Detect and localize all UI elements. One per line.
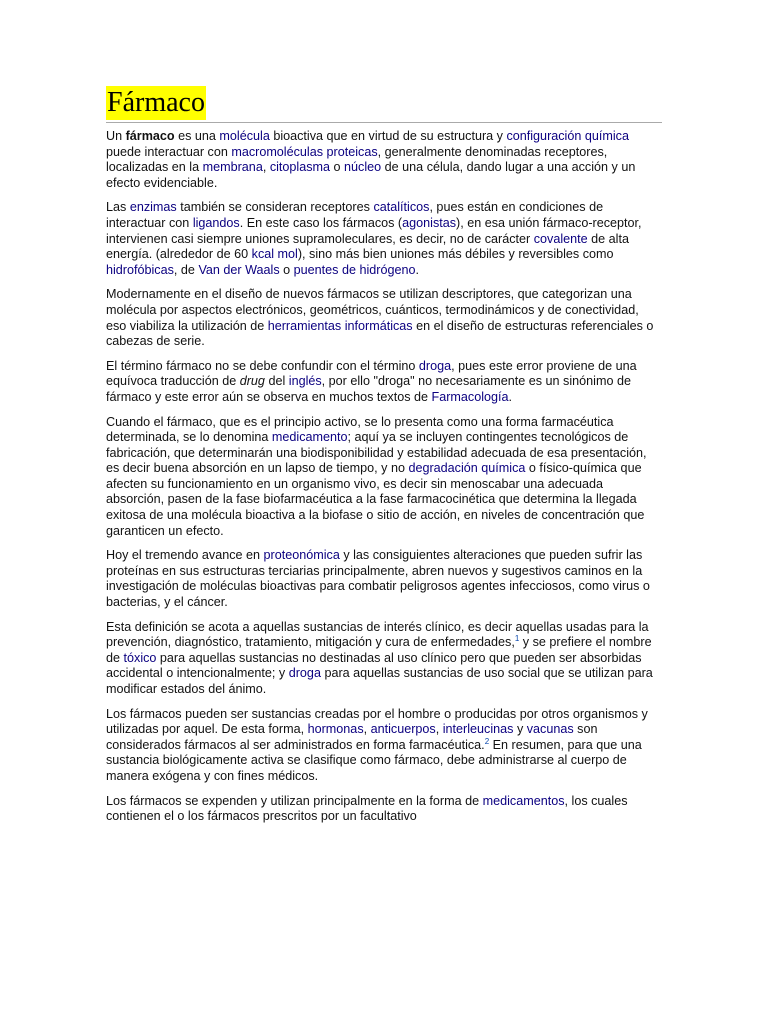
text-run: es una bbox=[174, 129, 220, 143]
text-run: Modernamente en el diseño de nuevos fármacos se utilizan descriptores, que categorizan una molécula por aspectos electrónicos, geométricos, cuánticos, termodinámicos y de conectividad, eso viabiliza la utilización de bbox=[106, 287, 639, 333]
text-run: Las bbox=[106, 200, 130, 215]
wiki-link[interactable]: degradación química bbox=[408, 461, 526, 476]
wiki-link[interactable]: macromoléculas proteicas bbox=[231, 144, 378, 159]
footnote-link[interactable]: 2 bbox=[484, 736, 490, 746]
paragraph bbox=[106, 200, 662, 278]
wiki-link[interactable]: puentes de hidrógeno bbox=[293, 262, 416, 277]
wiki-link[interactable]: medicamento bbox=[271, 430, 348, 445]
text-run: del bbox=[264, 374, 289, 389]
text-run: Hoy el tremendo avance en bbox=[106, 548, 264, 563]
text-run: para aquellas sustancias no destinadas al uso clínico pero que pueden ser absorbidas accidental o intencionalmente; y bbox=[106, 650, 642, 681]
text-run: El término fármaco no se debe confundir con el término bbox=[106, 358, 419, 373]
text-run: y se prefiere el nombre de bbox=[106, 635, 652, 665]
text-run: , pues este error proviene de una equívoca traducción de bbox=[106, 358, 637, 389]
paragraph bbox=[106, 707, 662, 785]
article-body bbox=[106, 129, 662, 825]
text-run: , bbox=[363, 722, 371, 737]
text-run: o bbox=[279, 262, 294, 277]
wiki-link[interactable]: membrana bbox=[202, 160, 263, 175]
text-run: de alta energía. (alrededor de 60 bbox=[106, 231, 629, 262]
wiki-link[interactable]: tóxico bbox=[123, 650, 157, 665]
paragraph bbox=[106, 794, 662, 825]
text-run: ), en esa unión fármaco-receptor, intervienen casi siempre uniones supramoleculares, es decir, no de carácter bbox=[106, 215, 642, 246]
text-run: . bbox=[415, 262, 419, 277]
text-run: y bbox=[513, 722, 527, 737]
wiki-link[interactable]: agonistas bbox=[402, 215, 457, 230]
footnote-link[interactable]: 1 bbox=[514, 634, 520, 644]
wiki-link[interactable]: hormonas bbox=[307, 722, 364, 737]
wiki-link[interactable]: anticuerpos bbox=[370, 722, 436, 737]
wiki-link[interactable]: medicamentos bbox=[482, 793, 565, 808]
text-run: Los fármacos pueden ser sustancias creadas por el hombre o producidas por otros organismos y utilizadas por aquel. De esta forma, bbox=[106, 706, 648, 737]
text-run: o físico-química que afecten su funcionamiento en un organismo vivo, es decir sin menoscabar una adecuada absorción, pasen de la fase biofarmacéutica a la fase farmacocinética que determina la llegada exitosa de una molécula bioactiva a la biofase o sitio de acción, en niveles de concentración que garanticen un efecto. bbox=[106, 461, 645, 538]
text-run: , por ello "droga" no necesariamente es un sinónimo de fármaco y este error aún se observa en muchos textos de bbox=[106, 374, 631, 404]
text-run: y las consiguientes alteraciones que pueden sufrir las proteínas en sus estructuras terciarias principalmente, abren nuevos y sugestivos caminos en la investigación de moléculas bioactivas para combatir peligrosos agentes infecciosos, como virus o bacterias, y el cáncer. bbox=[106, 548, 650, 610]
wiki-link[interactable]: proteonómica bbox=[263, 548, 340, 563]
bold-term: fármaco bbox=[125, 129, 175, 143]
text-run: , generalmente denominadas receptores, localizadas en la bbox=[106, 144, 608, 175]
text-run: , bbox=[262, 160, 270, 175]
wiki-link[interactable]: interleucinas bbox=[442, 722, 514, 737]
paragraph bbox=[106, 548, 662, 610]
text-run: , bbox=[435, 722, 443, 737]
wiki-link[interactable]: citoplasma bbox=[269, 160, 331, 175]
page-title: Fármaco bbox=[107, 87, 205, 118]
paragraph bbox=[106, 620, 662, 698]
text-run: o bbox=[330, 160, 345, 175]
text-run: ; aquí ya se incluyen contingentes tecnológicos de fabricación, que determinarán una biodisponibilidad y estabilidad adecuada de esa presentación, es decir buena absorción en un lapso de tiempo, y no bbox=[106, 430, 647, 476]
text-run: Cuando el fármaco, que es el principio activo, se lo presenta como una forma farmacéutica determinada, se lo denomina bbox=[106, 414, 614, 445]
wiki-link[interactable]: herramientas informáticas bbox=[267, 318, 413, 333]
article bbox=[106, 86, 662, 834]
wiki-link[interactable]: vacunas bbox=[526, 722, 574, 737]
text-run: para aquellas sustancias de uso social que se utilizan para modificar estados del ánimo. bbox=[106, 666, 653, 696]
text-run: . bbox=[508, 389, 513, 404]
wiki-link[interactable]: kcal mol bbox=[251, 247, 298, 262]
wiki-link[interactable]: inglés bbox=[288, 374, 322, 389]
text-run: Un bbox=[106, 129, 126, 143]
text-run: en el diseño de estructuras referenciales o cabezas de serie. bbox=[106, 318, 654, 349]
wiki-link[interactable]: Van der Waals bbox=[198, 262, 280, 277]
paragraph bbox=[106, 129, 662, 191]
text-run: son considerados fármacos al ser administrados en forma farmacéutica. bbox=[106, 722, 598, 752]
wiki-link[interactable]: hidrofóbicas bbox=[106, 262, 174, 277]
wiki-link[interactable]: droga bbox=[288, 666, 321, 681]
text-run: , de bbox=[173, 262, 199, 277]
wiki-link[interactable]: Farmacología bbox=[431, 389, 509, 404]
paragraph bbox=[106, 359, 662, 406]
text-run: bioactiva que en virtud de su estructura y bbox=[269, 129, 507, 143]
text-run: también se consideran receptores bbox=[176, 200, 374, 215]
text-run: , los cuales contienen el o los fármacos prescritos por un facultativo bbox=[106, 793, 628, 824]
wiki-link[interactable]: molécula bbox=[219, 129, 270, 143]
text-run: Los fármacos se expenden y utilizan principalmente en la forma de bbox=[106, 793, 483, 808]
wiki-link[interactable]: covalente bbox=[533, 231, 588, 246]
paragraph bbox=[106, 287, 662, 349]
wiki-link[interactable]: enzimas bbox=[129, 200, 177, 215]
text-run: Esta definición se acota a aquellas sustancias de interés clínico, es decir aquellas usadas para la prevención, diagnóstico, tratamiento, mitigación y cura de enfermedades, bbox=[106, 619, 649, 650]
wiki-link[interactable]: configuración química bbox=[506, 129, 629, 143]
italic-term: drug bbox=[239, 374, 265, 389]
title-bar bbox=[106, 86, 662, 123]
wiki-link[interactable]: ligandos bbox=[192, 215, 240, 230]
text-run: En resumen, para que una sustancia biológicamente activa se clasifique como fármaco, debe administrarse al cuerpo de manera exógena y con fines médicos. bbox=[106, 737, 642, 783]
text-run: de una célula, dando lugar a una acción y un efecto evidenciable. bbox=[106, 160, 636, 190]
text-run: ), sino más bien uniones más débiles y reversibles como bbox=[297, 247, 614, 262]
wiki-link[interactable]: droga bbox=[418, 358, 452, 373]
text-run: , pues están en condiciones de interactuar con bbox=[106, 200, 604, 230]
text-run: . En este caso los fármacos ( bbox=[239, 215, 403, 230]
wiki-link[interactable]: núcleo bbox=[344, 160, 382, 175]
paragraph bbox=[106, 415, 662, 540]
text-run: puede interactuar con bbox=[106, 144, 232, 159]
wiki-link[interactable]: catalíticos bbox=[373, 200, 430, 215]
